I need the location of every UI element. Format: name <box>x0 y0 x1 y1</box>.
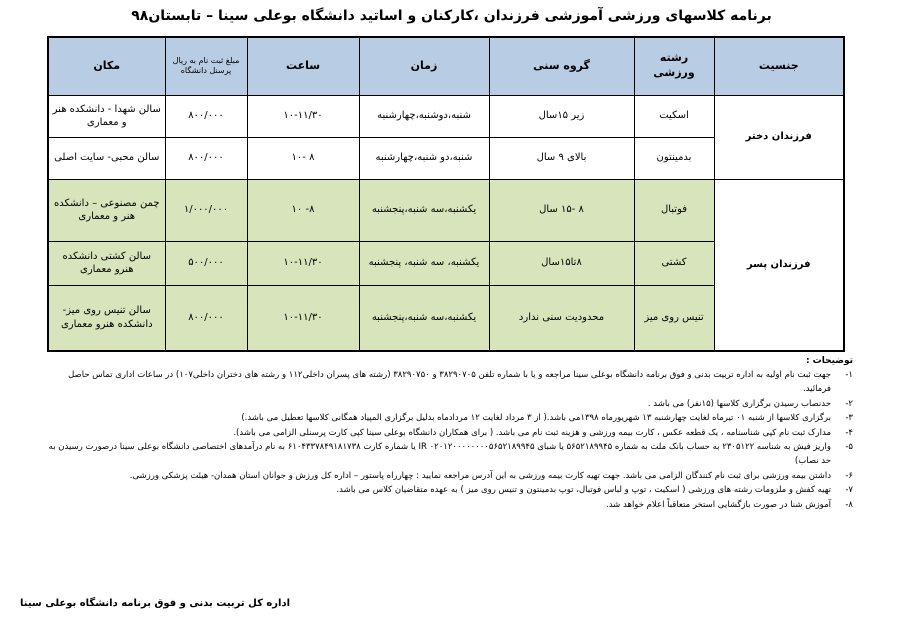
table-row <box>48 179 844 241</box>
cell-age: زیر ۱۵سال <box>489 95 634 137</box>
note-text: واریز فیش به شناسه ۲۳۰۵۱۲۲ به حساب بانک ملت به شماره ۵۶۵۲۱۸۹۹۴۵ یا شبای ۰۲۰۱۲۰۰۰۰۰۰۰۰۵۶۵۲۱۸۹۹۴۵ IR یا شماره کارت ۶۱۰۴۳۳۷۸۴۹۱۸۱۷۳۸ به نام درآمدهای اختصاصی دانشگاه بوعلی سینا درصورت رسیدن به حد نصاب) <box>48 442 831 466</box>
cell-fee: ۸۰۰/۰۰۰ <box>165 285 247 351</box>
cell-fee: ۸۰۰/۰۰۰ <box>165 137 247 179</box>
note-number: ۵- <box>845 442 853 453</box>
cell-hour: ۱۰-۱۱/۳۰ <box>247 95 359 137</box>
cell-hour: ۸ -۱۰ <box>247 137 359 179</box>
table-row <box>48 95 844 137</box>
cell-time: شنبه،دو شنبه،چهارشنبه <box>359 137 489 179</box>
note-item <box>43 412 853 426</box>
notes-title: توضیحات : <box>805 356 853 366</box>
note-item <box>43 369 853 396</box>
note-number: ۴- <box>845 427 853 438</box>
note-text: مدارک ثبت نام کپی شناسنامه ، یک قطعه عکس ، کارت بیمه ورزشی و هزینه ثبت نام می باشد. ( برای همکاران دانشگاه بوعلی سینا کپی کارت پرسنلی الزامی می باشد). <box>233 427 831 438</box>
note-number: ۲- <box>845 398 853 409</box>
note-number: ۳- <box>845 413 853 424</box>
cell-age: ۸تا۱۵سال <box>489 241 634 285</box>
note-item <box>43 470 853 484</box>
cell-sport: کشتی <box>634 241 714 285</box>
cell-fee: ۸۰۰/۰۰۰ <box>165 95 247 137</box>
note-item <box>43 499 853 513</box>
cell-place: سالن شهدا - دانشکده هنر و معماری <box>48 95 165 137</box>
note-text: حدنصاب رسیدن برگزاری کلاسها (۱۵نفر) می باشد . <box>647 398 831 409</box>
note-text: جهت ثبت نام اولیه به اداره تربیت بدنی و فوق برنامه دانشگاه بوعلی سینا مراجعه و یا با شماره تلفن ۳۸۲۹۰۷۰۵ و ۳۸۲۹۰۷۵۰ (رشته های پسران داخلی۱۱۲ و رشته های دختران داخلی۱۰۷) در ساعات اداری تماس حاصل فرمائید. <box>68 370 831 394</box>
note-item <box>43 441 853 468</box>
cell-place: سالن کشتی دانشکده هنرو معماری <box>48 241 165 285</box>
footer-signature: اداره کل تربیت بدنی و فوق برنامه دانشگاه بوعلی سینا <box>20 598 291 609</box>
header-hour: ساعت <box>247 37 359 95</box>
cell-age: بالای ۹ سال <box>489 137 634 179</box>
cell-place: سالن محبی- سایت اصلی <box>48 137 165 179</box>
cell-hour: ۱۰-۱۱/۳۰ <box>247 285 359 351</box>
notes-section <box>43 354 853 513</box>
gender-boys: فرزندان پسر <box>714 179 844 351</box>
note-text: تهیه کفش و ملزومات رشته های ورزشی ( اسکیت ، توپ و لباس فوتبال، توپ بدمینتون و تنیس روی میز ) به عهده متقاضیان کلاس می باشد. <box>336 485 831 496</box>
cell-time: شنبه،دوشنبه،چهارشنبه <box>359 95 489 137</box>
cell-fee: ۱/۰۰۰/۰۰۰ <box>165 179 247 241</box>
header-sport: رشته ورزشی <box>634 37 714 95</box>
cell-place: چمن مصنوعی – دانشکده هنر و معماری <box>48 179 165 241</box>
note-text: برگزاری کلاسها از شنبه ۰۱ تیرماه لغایت چهارشنبه ۱۳ شهریورماه ۱۳۹۸می باشد.( از ۳ مرداد لغایت ۱۲ مردادماه بدلیل برگزاری المپیاد همگانی کلاسها تعطیل می باشد.) <box>241 413 831 424</box>
cell-age: ۸ -۱۵ سال <box>489 179 634 241</box>
note-item <box>43 398 853 412</box>
cell-sport: بدمینتون <box>634 137 714 179</box>
schedule-table <box>47 36 845 352</box>
note-number: ۸- <box>845 499 853 510</box>
page-title: برنامه کلاسهای ورزشی آموزشی فرزندان ،کارکنان و اساتید دانشگاه بوعلی سینا – تابستان۹۸ <box>131 8 772 24</box>
cell-time: یکشنبه، سه شنبه، پنجشنبه <box>359 241 489 285</box>
header-row <box>48 37 844 95</box>
header-time: زمان <box>359 37 489 95</box>
cell-hour: ۱۰-۱۱/۳۰ <box>247 241 359 285</box>
cell-place: سالن تنیس روی میز- دانشکده هنرو معماری <box>48 285 165 351</box>
header-fee: مبلغ ثبت نام به ریال پرسنل دانشگاه <box>165 37 247 95</box>
cell-sport: اسکیت <box>634 95 714 137</box>
note-text: داشتن بیمه ورزشی برای ثبت نام کنندگان الزامی می باشد. جهت تهیه کارت بیمه ورزشی به این آدرس مراجعه نمایید : چهارراه پاستور – اداره کل ورزش و جوانان استان همدان- هیئت پزشکی ورزشی. <box>129 470 831 481</box>
cell-sport: تنیس روی میز <box>634 285 714 351</box>
cell-time: یکشنبه،سه شنبه،پنجشنبه <box>359 179 489 241</box>
cell-time: یکشنبه،سه شنبه،پنجشنبه <box>359 285 489 351</box>
header-gender: جنسیت <box>714 37 844 95</box>
cell-hour: ۸- ۱۰ <box>247 179 359 241</box>
note-number: ۷- <box>845 485 853 496</box>
cell-sport: فوتبال <box>634 179 714 241</box>
note-item <box>43 427 853 441</box>
header-age: گروه سنی <box>489 37 634 95</box>
note-number: ۶- <box>845 470 853 481</box>
header-place: مکان <box>48 37 165 95</box>
cell-fee: ۵۰۰/۰۰۰ <box>165 241 247 285</box>
note-number: ۱- <box>845 370 853 381</box>
cell-age: محدودیت سنی ندارد <box>489 285 634 351</box>
note-item <box>43 484 853 498</box>
note-text: آموزش شنا در صورت بازگشایی استخر متعاقباً اعلام خواهد شد. <box>606 499 831 510</box>
gender-girls: فرزندان دختر <box>714 95 844 179</box>
